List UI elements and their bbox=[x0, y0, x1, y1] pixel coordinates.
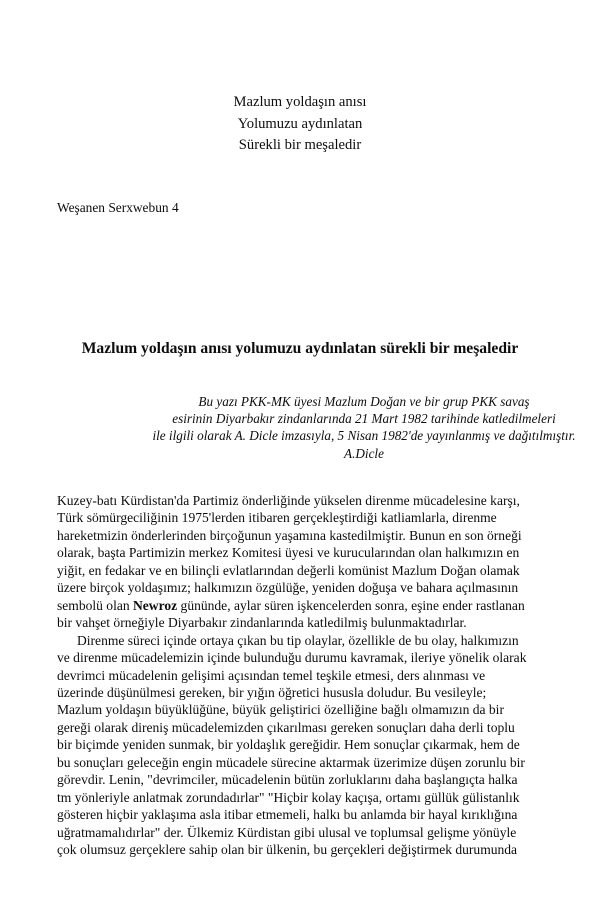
paragraph-2-line-9: görevdir. Lenin, "devrimciler, mücadelenin bütün zorluklarını daha başlangıçta halka bbox=[57, 772, 518, 788]
paragraph-2-line-6: gereği olarak direniş mücadelemizden çıkarılması gereken sonuçları daha derli toplu bbox=[57, 719, 515, 735]
paragraph-2 bbox=[57, 632, 544, 859]
paragraph-1-line-5: yiğit, en fedakar ve en bilinçli evlatlarından değerli komünist Mazlum Doğan olamak bbox=[57, 562, 520, 578]
paragraph-2-line-10: tm yönleriyle anlatmak zorundadırlar" "Hiçbir kolay kaçışa, ortamı güllük gülistanlık bbox=[57, 789, 520, 805]
paragraph-1-line-2: Türk sömürgeciliğinin 1975'lerden itibaren gerçekleştirdiği katliamlarla, direnme bbox=[57, 510, 497, 526]
paragraph-2-line-4: üzerinde düşünülmesi gereken, bir yığın öğretici hususla doludur. Bu vesileyle; bbox=[57, 684, 487, 700]
paragraph-1-line-1: Kuzey-batı Kürdistan'da Partimiz önderliğinde yükselen direnme mücadelesine karşı, bbox=[57, 493, 520, 508]
epigraph-line-3: Sürekli bir meşaledir bbox=[238, 137, 362, 153]
line-7-suffix: gününde, aylar süren işkencelerden sonra, eşine ender rastlanan bbox=[177, 597, 525, 613]
paragraph-2-line-3: devrimci mücadelenin gelişimi açısından temel teşkile etmesi, ders alınması ve bbox=[57, 667, 486, 683]
paragraph-1-line-3: hareketmizin önderlerinden birçoğunun yaşamına kastedilmiştir. Bunun en son örneği bbox=[57, 527, 522, 543]
epigraph-block bbox=[0, 92, 600, 157]
paragraph-1-line-6: üzere birçok yoldaşımız; halkımızın özgülüğe, yeniden doğuşa ve bahara açılmasının bbox=[57, 580, 519, 596]
epigraph-line-1: Mazlum yoldaşın anısı bbox=[233, 94, 367, 110]
paragraph-2-line-2: ve direnme mücadelemizin içinde bulunduğu durumu kavramak, ileriye yönelik olarak bbox=[57, 650, 527, 666]
paragraph-1-line-8: bir vahşet örneğiyle Diyarbakır zindanlarında katledilmiş bulunmaktadırlar. bbox=[57, 615, 467, 631]
attribution-signature: A.Dicle bbox=[344, 445, 384, 461]
attribution-line-3: ile ilgili olarak A. Dicle imzasıyla, 5 Nisan 1982'de yayınlanmış ve dağıtılmıştır. bbox=[152, 428, 576, 444]
paragraph-2-line-13: çok olumsuz gerçeklere sahip olan bir ülkenin, bu gerçekleri değiştirmek durumunda bbox=[57, 842, 518, 858]
paragraph-1-line-4: olarak, başta Partimizin merkez Komitesi üyesi ve kurucularından olan halkımızın en bbox=[57, 545, 520, 561]
newroz-emphasis: Newroz bbox=[133, 597, 178, 613]
attribution-line-1: Bu yazı PKK-MK üyesi Mazlum Doğan ve bir grup PKK savaş bbox=[198, 394, 530, 409]
paragraph-2-line-12: uğratmamalıdırlar" der. Ülkemiz Kürdistan gibi ulusal ve toplumsal gelişme yönüyle bbox=[57, 824, 517, 840]
body-text bbox=[57, 492, 544, 859]
publication-line: Weşanen Serxwebun 4 bbox=[57, 200, 179, 215]
paragraph-2-line-1: Direnme süreci içinde ortaya çıkan bu tip olaylar, özellikle de bu olay, halkımızın bbox=[77, 632, 519, 648]
paragraph-2-line-8: bu sonuçları geleceğin engin mücadele sürecine aktarmak üzerimize düşen zorunlu bir bbox=[57, 754, 525, 770]
paragraph-2-line-7: bir biçimde yeniden sunmak, bir yoldaşlık gereğidir. Hem sonuçlar çıkarmak, hem de bbox=[57, 737, 520, 753]
paragraph-2-line-11: gösteren hiçbir yaklaşıma asla itibar etmemeli, halkı bu anlamda bir hayal kırıklığına bbox=[57, 807, 518, 823]
paragraph-1 bbox=[57, 492, 544, 632]
attribution-note bbox=[130, 393, 598, 462]
paragraph-2-line-5: Mazlum yoldaşın büyüklüğüne, büyük geliştirici özelliğine bağlı olmamızın da bir bbox=[57, 702, 504, 718]
page-title bbox=[70, 337, 530, 360]
line-7-prefix: sembolü olan bbox=[57, 597, 134, 613]
page-title-line-1: Mazlum yoldaşın anısı yolumuzu aydınlatan sürekli bir bbox=[81, 340, 450, 357]
attribution-line-2: esirinin Diyarbakır zindanlarında 21 Mart 1982 tarihinde katledilmeleri bbox=[172, 411, 556, 427]
epigraph-line-2: Yolumuzu aydınlatan bbox=[237, 115, 363, 132]
paragraph-1-line-7 bbox=[57, 597, 544, 614]
page-title-line-2: meşaledir bbox=[453, 340, 519, 357]
